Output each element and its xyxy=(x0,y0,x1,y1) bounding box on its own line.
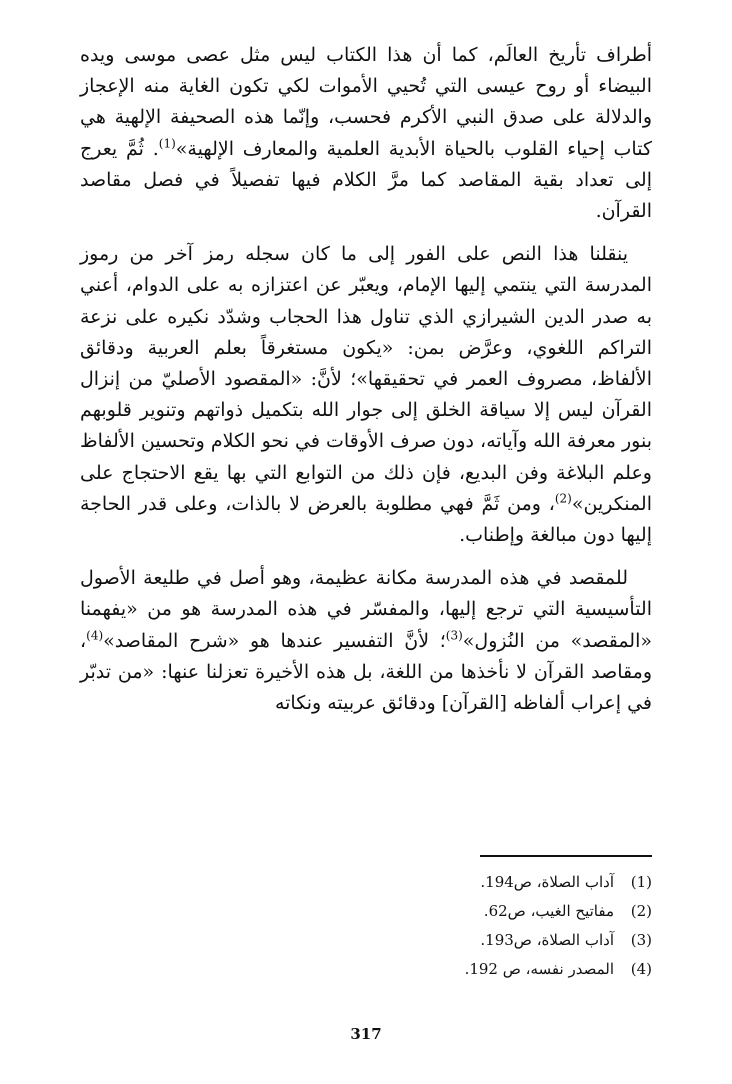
text-run: . ثُمَّ يعرج إلى تعداد بقية المقاصد كما مرَّ الكلام فيها تفصيلاً في فصل مقاصد القرآن. xyxy=(80,137,652,223)
footnote-text: مفاتيح الغيب، ص62. xyxy=(483,902,614,920)
footnote-number: (3) xyxy=(630,931,652,949)
text-run: ينقلنا هذا النص على الفور إلى ما كان سجله رمز آخر من رموز المدرسة التي ينتمي إليها الإمام، ويعبّر عن اعتزازه به على الدوام، أعني به صدر الدين الشيرازي الذي تناول هذا الحجاب وشدّد نكيره على نزعة التراكم اللغوي، وعرَّض بمن: «يكون مستغرقاً بعلم العربية ودقائق الألفاظ، مصروف العمر في تحقيقها»؛ لأنَّ: «المقصود الأصليّ من إنزال القرآن ليس إلا سياقة الخلق إلى جوار الله بتكميل ذواتهم وتنوير قلوبهم بنور معرفة الله وآياته، دون صرف الأوقات في نحو الكلام وتحسين الألفاظ وعلم البلاغة وفن البديع، فإن ذلك من التوابع التي بها يقع الاحتجاج على المنكرين» xyxy=(80,243,652,515)
text-run: أطراف تأريخ العالَم، كما أن هذا الكتاب ليس مثل عصى موسى ويده البيضاء أو روح عيسى التي تُحيي الأموات لكي تكون الغاية منه الإعجاز والدلالة على صدق النبي الأكرم فحسب، وإنّما هذه الصحيفة الإلهية هي كتاب إحياء القلوب بالحياة الأبدية العلمية والمعارف الإلهية» xyxy=(80,44,652,160)
text-run: ، ومقاصد القرآن لا نأخذها من اللغة، بل هذه الأخيرة تعزلنا عنها: «من تدبّر في إعراب ألفاظه [القرآن] ودقائق عربيته ونكاته xyxy=(80,629,652,715)
footnote-number: (2) xyxy=(630,902,652,920)
text-run: للمقصد في هذه المدرسة مكانة عظيمة، وهو أصل في طليعة الأصول التأسيسية التي ترجع إليها، والمفسّر في هذه المدرسة هو من «يفهمنا «المقصد» من النُزول» xyxy=(80,567,652,652)
page-number: 317 xyxy=(350,1025,382,1043)
footnote xyxy=(330,955,652,984)
footnote-text: المصدر نفسه، ص 192. xyxy=(464,960,614,978)
footnote-number: (4) xyxy=(630,960,652,978)
text-run: ؛ لأنَّ التفسير عندها هو «شرح المقاصد» xyxy=(103,629,446,652)
paragraph xyxy=(80,563,652,719)
footnote-reference: (2) xyxy=(554,491,572,506)
footnote-text: آداب الصلاة، ص194. xyxy=(480,873,614,891)
footnote-text: آداب الصلاة، ص193. xyxy=(480,931,614,949)
paragraph xyxy=(80,239,652,551)
footnote-reference: (1) xyxy=(158,136,176,151)
paragraph xyxy=(80,40,652,227)
footnote xyxy=(330,897,652,926)
footnote-reference: (3) xyxy=(445,628,463,643)
footnote-number: (1) xyxy=(630,873,652,891)
footnote-reference: (4) xyxy=(86,628,104,643)
footnote xyxy=(330,868,652,897)
main-text xyxy=(80,40,652,719)
footnote xyxy=(330,926,652,955)
footnote-separator xyxy=(480,855,652,857)
text-run: ، ومن ثَمَّ فهي مطلوبة بالعرض لا بالذات، وعلى قدر الحاجة إليها دون مبالغة وإطناب. xyxy=(80,492,652,547)
footnotes-list xyxy=(330,868,652,984)
